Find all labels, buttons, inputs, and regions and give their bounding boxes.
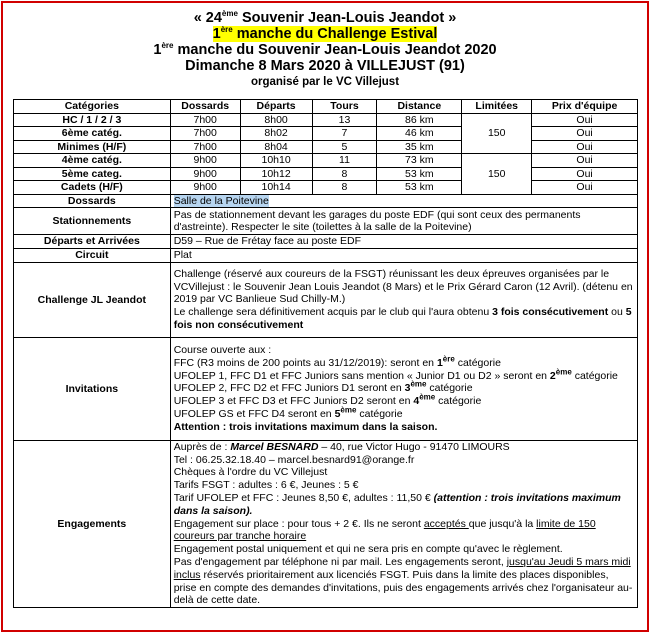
table-row — [14, 154, 638, 168]
category-cell: Minimes (H/F) — [14, 140, 171, 154]
departs-text: D59 – Rue de Frétay face au poste EDF — [170, 235, 637, 249]
challenge-title: 1ère manche du Challenge Estival — [212, 25, 438, 42]
col-header: Départs — [240, 100, 312, 114]
engagements-label: Engagements — [14, 440, 171, 607]
col-header: Dossards — [170, 100, 240, 114]
event-date: Dimanche 8 Mars 2020 à VILLEJUST (91) — [185, 58, 465, 74]
document-frame — [1, 1, 649, 632]
prix-cell: Oui — [532, 127, 638, 141]
table-header-row — [14, 100, 638, 114]
departs-cell: 10h12 — [240, 167, 312, 181]
limit-cell: 150 — [462, 154, 532, 195]
col-header: Tours — [312, 100, 377, 114]
dossards-cell: 9h00 — [170, 181, 240, 195]
dossards-label: Dossards — [14, 194, 171, 208]
info-row-circuit — [14, 249, 638, 263]
tours-cell: 11 — [312, 154, 377, 168]
table-row — [14, 181, 638, 195]
document-header — [3, 10, 647, 89]
distance-cell: 86 km — [377, 113, 462, 127]
distance-cell: 35 km — [377, 140, 462, 154]
col-header: Prix d'équipe — [532, 100, 638, 114]
departs-cell: 10h10 — [240, 154, 312, 168]
category-cell: 4ème catég. — [14, 154, 171, 168]
circuit-label: Circuit — [14, 249, 171, 263]
departs-cell: 8h02 — [240, 127, 312, 141]
info-row-departs — [14, 235, 638, 249]
distance-cell: 53 km — [377, 181, 462, 195]
departs-cell: 10h14 — [240, 181, 312, 195]
info-row-dossards — [14, 194, 638, 208]
stationnements-label: Stationnements — [14, 208, 171, 235]
category-cell: 5ème categ. — [14, 167, 171, 181]
race-table — [13, 99, 638, 608]
challenge-paragraph: Challenge (réservé aux coureurs de la FSGT) réunissant les deux épreuves organisées par le VCVillejust : le Souvenir Jean Louis Jeandot (8 Mars) et le Prix Gérard Caron (12 Avril). (détenu en 2019 par VC Banlieue Sud Chilly-M.) — [173, 267, 633, 306]
dossards-location: Salle de la Poitevine — [173, 194, 269, 207]
tours-cell: 7 — [312, 127, 377, 141]
challenge-text — [170, 262, 637, 337]
dossards-cell: 9h00 — [170, 167, 240, 181]
dossards-cell: 9h00 — [170, 154, 240, 168]
distance-cell: 73 km — [377, 154, 462, 168]
table-row — [14, 167, 638, 181]
departs-cell: 8h00 — [240, 113, 312, 127]
prix-cell: Oui — [532, 167, 638, 181]
category-cell: Cadets (H/F) — [14, 181, 171, 195]
info-row-engagements — [14, 440, 638, 607]
table-row — [14, 127, 638, 141]
manche-title: 1ère manche du Souvenir Jean-Louis Jeandot 2020 — [153, 41, 497, 58]
distance-cell: 53 km — [377, 167, 462, 181]
category-cell: 6ème catég. — [14, 127, 171, 141]
tours-cell: 13 — [312, 113, 377, 127]
dossards-cell: 7h00 — [170, 140, 240, 154]
tours-cell: 8 — [312, 167, 377, 181]
departs-label: Départs et Arrivées — [14, 235, 171, 249]
col-header: Catégories — [14, 100, 171, 114]
tours-cell: 8 — [312, 181, 377, 195]
prix-cell: Oui — [532, 140, 638, 154]
organizer: organisé par le VC Villejust — [250, 76, 400, 88]
table-row — [14, 113, 638, 127]
limit-cell: 150 — [462, 113, 532, 154]
col-header: Limitées — [462, 100, 532, 114]
dossards-cell: 7h00 — [170, 113, 240, 127]
challenge-rule: Le challenge sera définitivement acquis par le club qui l'aura obtenu 3 fois consécutivement ou 5 fois non consécutivement — [173, 306, 632, 332]
dossards-cell: 7h00 — [170, 127, 240, 141]
tours-cell: 5 — [312, 140, 377, 154]
info-row-challenge — [14, 262, 638, 337]
engagements-text: Auprès de : Marcel BESNARD – 40, rue Victor Hugo - 91470 LIMOURS Tel : 06.25.32.18.40 – marcel.besnard91@orange.fr Chèques à l'ordre du VC Villejust Tarifs FSGT : adultes : 6 €, Jeunes : 5 € Tarif UFOLEP et FFC : Jeunes 8,50 €, adultes : 11,50 € (attention : trois invitations maximum dans la saison). Engagement sur place : pour tous + 2 €. Ils ne seront acceptés que jusqu'à la limite de 150 coureurs par tranche horaire Engagement postal uniquement et qui ne sera pris en compte qu'avec le règlement. Pas d'engagement par téléphone ni par mail. Les engagements seront, jusqu'au Jeudi 5 mars midi inclus réservés prioritairement aux licenciés FSGT. Puis dans la limite des places disponibles, prise en compte des demandes d'invitations, puis des engagements arrivés chez l'organisateur au-delà de cette date. — [170, 440, 637, 607]
prix-cell: Oui — [532, 113, 638, 127]
invitations-label: Invitations — [14, 337, 171, 440]
col-header: Distance — [377, 100, 462, 114]
stationnements-text: Pas de stationnement devant les garages du poste EDF (qui sont ceux des permanents d'astreinte). Respecter le site (toilettes à la salle de la Poitevine) — [170, 208, 637, 235]
info-row-invitations — [14, 337, 638, 440]
prix-cell: Oui — [532, 181, 638, 195]
departs-cell: 8h04 — [240, 140, 312, 154]
info-row-stationnements — [14, 208, 638, 235]
table-row — [14, 140, 638, 154]
category-cell: HC / 1 / 2 / 3 — [14, 113, 171, 127]
invitations-text: Course ouverte aux : FFC (R3 moins de 200 points au 31/12/2019): seront en 1ère catégorie UFOLEP 1, FFC D1 et FFC Juniors sans mention « Junior D1 ou D2 » seront en 2ème catégorie UFOLEP 2, FFC D2 et FFC Juniors D1 seront en 3ème catégorie UFOLEP 3 et FFC D3 et FFC Juniors D2 seront en 4ème catégorie UFOLEP GS et FFC D4 seront en 5ème catégorie Attention : trois invitations maximum dans la saison. — [170, 337, 637, 440]
event-title: « 24ème Souvenir Jean-Louis Jeandot » — [193, 9, 457, 26]
prix-cell: Oui — [532, 154, 638, 168]
distance-cell: 46 km — [377, 127, 462, 141]
circuit-text: Plat — [170, 249, 637, 263]
challenge-label: Challenge JL Jeandot — [14, 262, 171, 337]
